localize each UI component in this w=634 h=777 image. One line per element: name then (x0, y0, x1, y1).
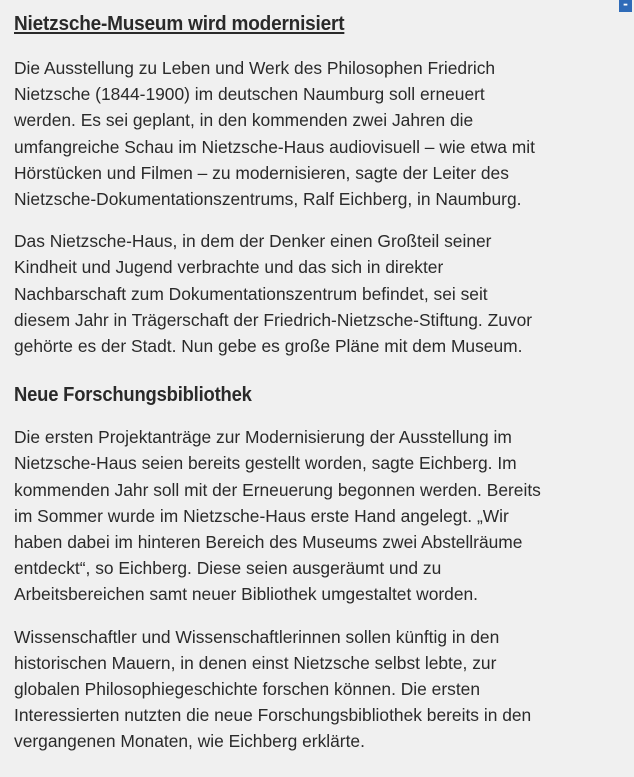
paragraph-line: vergangenen Monaten, wie Eichberg erklärte. (14, 731, 365, 752)
paragraph-line: Nietzsche-Haus seien bereits gestellt worden, sagte Eichberg. Im (14, 453, 517, 474)
article (14, 0, 614, 755)
paragraph-line: Wissenschaftler und Wissenschaftlerinnen sollen künftig in den (14, 626, 500, 647)
paragraph-line: Das Nietzsche-Haus, in dem der Denker einen Großteil seiner (14, 231, 492, 252)
paragraph-line: Hörstücken und Filmen – zu modernisieren, sagte der Leiter des (14, 162, 509, 183)
article-paragraph-2 (14, 228, 614, 359)
article-title: Nietzsche-Museum wird modernisiert (14, 13, 345, 35)
paragraph-line: diesem Jahr in Trägerschaft der Friedrich-Nietzsche-Stiftung. Zuvor (14, 309, 533, 330)
paragraph-line: Die ersten Projektanträge zur Modernisierung der Ausstellung im (14, 427, 512, 448)
paragraph-line: Arbeitsbereichen samt neuer Bibliothek umgestaltet worden. (14, 584, 479, 605)
collapse-button[interactable]: - (619, 0, 632, 12)
paragraph-line: im Sommer wurde im Nietzsche-Haus erste Hand angelegt. „Wir (14, 505, 509, 526)
paragraph-line: historischen Mauern, in denen einst Nietzsche selbst lebte, zur (14, 652, 497, 673)
article-subheading: Neue Forschungsbibliothek (14, 384, 252, 407)
paragraph-line: Nietzsche-Dokumentationszentrums, Ralf Eichberg, in Naumburg. (14, 189, 522, 210)
paragraph-line: kommenden Jahr soll mit der Erneuerung begonnen werden. Bereits (14, 479, 541, 500)
article-paragraph-1 (14, 55, 614, 212)
paragraph-line: entdeckt“, so Eichberg. Diese seien ausgeräumt und zu (14, 558, 442, 579)
paragraph-line: Kindheit und Jugend verbrachte und das sich in direkter (14, 257, 444, 278)
article-paragraph-4 (14, 624, 614, 755)
paragraph-line: gehörte es der Stadt. Nun gebe es große Pläne mit dem Museum. (14, 336, 523, 357)
paragraph-line: Die Ausstellung zu Leben und Werk des Philosophen Friedrich (14, 58, 496, 78)
paragraph-line: globalen Philosophiegeschichte forschen können. Die ersten (14, 679, 480, 700)
paragraph-line: Nietzsche (1844-1900) im deutschen Naumburg soll erneuert (14, 84, 485, 105)
paragraph-line: Nachbarschaft zum Dokumentationszentrum befindet, sei seit (14, 283, 488, 304)
paragraph-line: haben dabei im hinteren Bereich des Museums zwei Abstellräume (14, 532, 523, 553)
paragraph-line: werden. Es sei geplant, in den kommenden zwei Jahren die (14, 110, 474, 131)
article-paragraph-3 (14, 424, 614, 607)
paragraph-line: Interessierten nutzten die neue Forschungsbibliothek bereits in den (14, 705, 532, 726)
paragraph-line: umfangreiche Schau im Nietzsche-Haus audiovisuell – wie etwa mit (14, 136, 535, 157)
